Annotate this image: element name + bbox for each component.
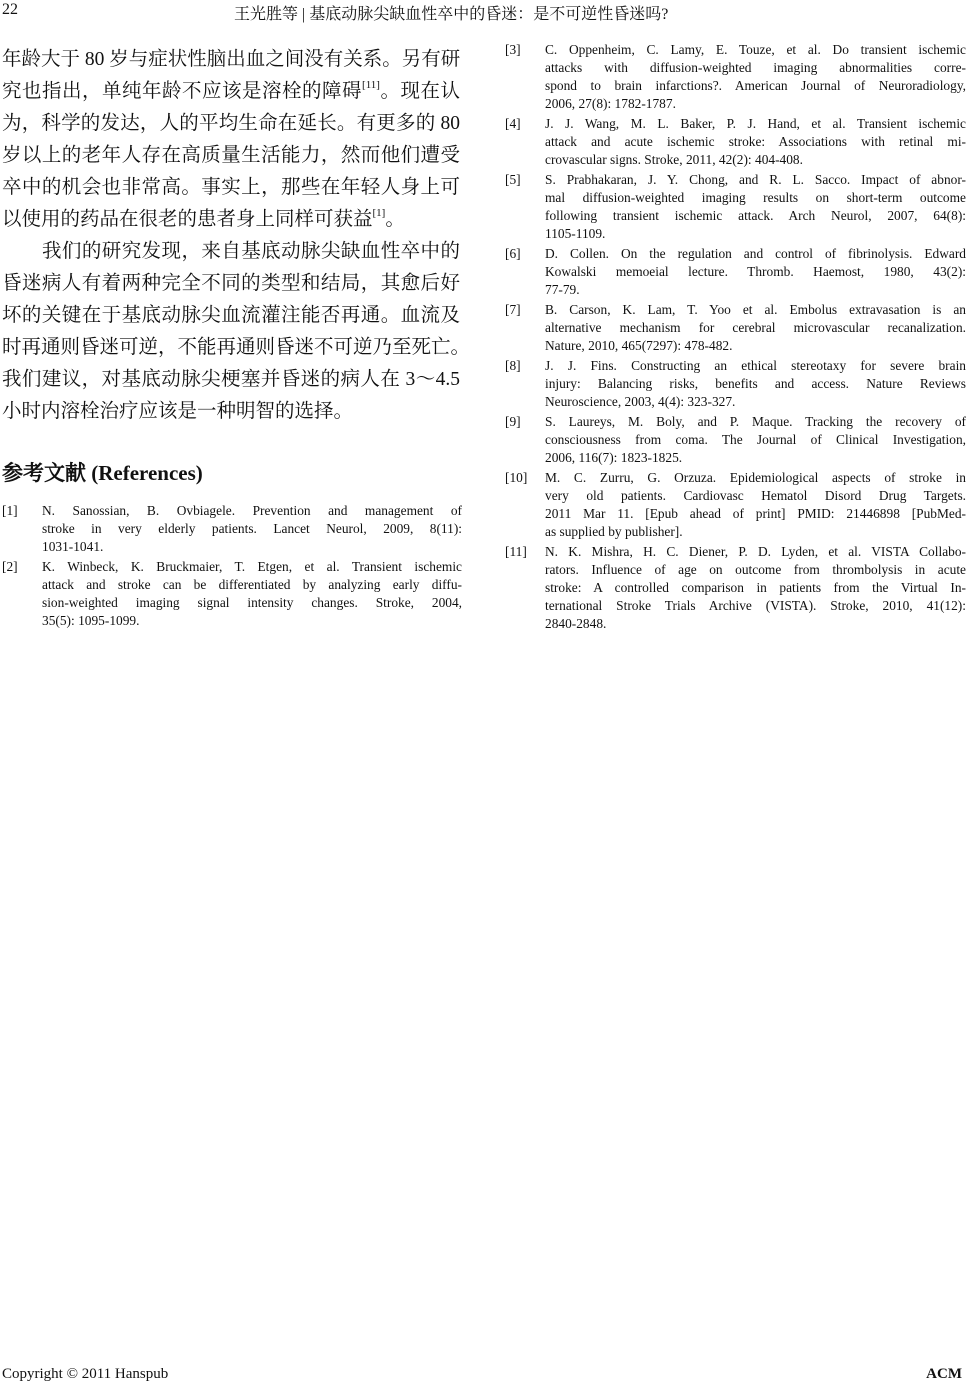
body-line: [2, 172, 460, 204]
footer-copyright: Copyright © 2011 Hanspub: [2, 1366, 169, 1382]
reference-text: [545, 115, 966, 169]
reference-number: [11]: [505, 544, 527, 559]
body-line-text: 卒中的机会也非常高。事实上，那些在年轻人身上可: [2, 177, 460, 198]
citation-superscript: [1]: [372, 207, 386, 219]
reference-line: 1105-1109.: [545, 226, 606, 241]
body-line-text: 坏的关键在于基底动脉尖血流灌注能否再通。血流及: [2, 305, 460, 326]
reference-line: D. Collen. On the regulation and control of fibrinolysis. Edward: [545, 246, 966, 261]
reference-item: [505, 115, 966, 169]
reference-line: N. Sanossian, B. Ovbiagele. Prevention and management of: [42, 503, 462, 518]
body-line-text: 小时内溶栓治疗应该是一种明智的选择。: [2, 401, 354, 422]
reference-line: M. C. Zurru, G. Orzuza. Epidemiological aspects of stroke in: [545, 470, 966, 485]
reference-text: [545, 245, 966, 299]
reference-line: following transient ischemic attack. Arch Neurol, 2007, 64(8):: [545, 208, 966, 223]
reference-line: spond to brain infarctions?. American Journal of Neuroradiology,: [545, 78, 966, 93]
body-line: [2, 108, 460, 140]
body-text: [2, 44, 471, 428]
page-number: 22: [2, 1, 18, 18]
body-line-text: 时再通则昏迷可逆，不能再通则昏迷不可逆乃至死亡。: [2, 337, 471, 358]
body-line: [2, 44, 460, 76]
reference-number: [8]: [505, 358, 521, 373]
footer-journal: ACM: [926, 1366, 962, 1382]
body-line-text: 我们建议，对基底动脉尖梗塞并昏迷的病人在 3～4.5: [2, 369, 460, 390]
reference-number: [9]: [505, 414, 521, 429]
reference-text: [42, 558, 462, 630]
reference-item: [505, 41, 966, 113]
reference-number: [7]: [505, 302, 521, 317]
reference-line: 1031-1041.: [42, 539, 104, 554]
body-line: [2, 140, 460, 172]
references-heading: 参考文献 (References): [2, 461, 203, 485]
reference-line: S. Prabhakaran, J. Y. Chong, and R. L. Sacco. Impact of abnor-: [545, 172, 966, 187]
reference-text: [545, 413, 966, 467]
reference-text: [42, 502, 462, 556]
reference-number: [3]: [505, 42, 521, 57]
reference-item: [505, 245, 966, 299]
body-line: [2, 236, 460, 268]
reference-item: [505, 543, 966, 633]
reference-number: [1]: [2, 503, 18, 518]
reference-line: 35(5): 1095-1099.: [42, 613, 140, 628]
body-line-tail: 。: [385, 209, 405, 230]
reference-text: [545, 469, 966, 541]
references-right-column: [505, 41, 966, 635]
reference-number: [5]: [505, 172, 521, 187]
reference-text: [545, 301, 966, 355]
reference-line: 2840-2848.: [545, 616, 607, 631]
body-line-text: 岁以上的老年人存在高质量生活能力，然而他们遭受: [2, 145, 460, 166]
reference-item: [2, 558, 462, 630]
body-line: [2, 332, 471, 364]
body-line: [2, 204, 460, 236]
reference-item: [505, 357, 966, 411]
reference-line: B. Carson, K. Lam, T. Yoo et al. Embolus extravasation is an: [545, 302, 966, 317]
body-line-text: 究也指出，单纯年龄不应该是溶栓的障碍: [2, 81, 363, 102]
reference-line: K. Winbeck, K. Bruckmaier, T. Etgen, et al. Transient ischemic: [42, 559, 462, 574]
reference-line: stroke in very elderly patients. Lancet Neurol, 2009, 8(11):: [42, 521, 462, 536]
reference-line: 2006, 116(7): 1823-1825.: [545, 450, 683, 465]
body-line: [2, 300, 460, 332]
reference-item: [2, 502, 462, 556]
reference-text: [545, 543, 966, 633]
reference-text: [545, 41, 966, 113]
citation-superscript: [11]: [362, 79, 380, 91]
reference-line: sion-weighted imaging signal intensity changes. Stroke, 2004,: [42, 595, 462, 610]
reference-line: C. Oppenheim, C. Lamy, E. Touze, et al. Do transient ischemic: [545, 42, 966, 57]
reference-line: Neuroscience, 2003, 4(4): 323-327.: [545, 394, 736, 409]
reference-line: 2011 Mar 11. [Epub ahead of print] PMID: 21446898 [PubMed-: [545, 506, 966, 521]
reference-item: [505, 413, 966, 467]
reference-item: [505, 301, 966, 355]
running-header-title: 王光胜等 | 基底动脉尖缺血性卒中的昏迷：是不可逆性昏迷吗?: [234, 6, 669, 23]
body-line: [2, 396, 460, 428]
reference-line: S. Laureys, M. Boly, and P. Maque. Tracking the recovery of: [545, 414, 966, 429]
body-line-text: 为，科学的发达，人的平均生命在延长。有更多的 80: [2, 113, 460, 134]
references-left-column: [2, 502, 462, 632]
body-line-text: 以使用的药品在很老的患者身上同样可获益: [2, 209, 373, 230]
body-line: [2, 268, 460, 300]
reference-line: Nature, 2010, 465(7297): 478-482.: [545, 338, 733, 353]
reference-line: attack and stroke can be differentiated by analyzing early diffu-: [42, 577, 462, 592]
reference-number: [10]: [505, 470, 528, 485]
reference-line: 77-79.: [545, 282, 580, 297]
body-line-tail: 。现在认: [379, 81, 460, 102]
reference-line: attack and acute ischemic stroke: Associations with retinal mi-: [545, 134, 966, 149]
reference-line: very old patients. Cardiovasc Hematol Disord Drug Targets.: [545, 488, 966, 503]
reference-number: [4]: [505, 116, 521, 131]
reference-line: ternational Stroke Trials Archive (VISTA). Stroke, 2010, 41(12):: [545, 598, 966, 613]
body-line: [2, 364, 460, 396]
reference-line: crovascular signs. Stroke, 2011, 42(2): 404-408.: [545, 152, 803, 167]
reference-number: [2]: [2, 559, 18, 574]
reference-line: J. J. Wang, M. L. Baker, P. J. Hand, et al. Transient ischemic: [545, 116, 966, 131]
body-line-text: 年龄大于 80 岁与症状性脑出血之间没有关系。另有研: [2, 49, 461, 70]
body-line: [2, 76, 460, 108]
reference-line: mal diffusion-weighted imaging results on short-term outcome: [545, 190, 966, 205]
body-line-text: 昏迷病人有着两种完全不同的类型和结局，其愈后好: [2, 273, 460, 294]
reference-line: injury: Balancing risks, benefits and access. Nature Reviews: [545, 376, 966, 391]
reference-line: as supplied by publisher].: [545, 524, 683, 539]
reference-line: consciousness from coma. The Journal of Clinical Investigation,: [545, 432, 966, 447]
reference-item: [505, 469, 966, 541]
reference-line: N. K. Mishra, H. C. Diener, P. D. Lyden, et al. VISTA Collabo-: [545, 544, 966, 559]
reference-item: [505, 171, 966, 243]
reference-line: 2006, 27(8): 1782-1787.: [545, 96, 676, 111]
reference-line: J. J. Fins. Constructing an ethical stereotaxy for severe brain: [545, 358, 966, 373]
reference-line: alternative mechanism for cerebral microvascular recanalization.: [545, 320, 966, 335]
reference-line: attacks with diffusion-weighted imaging abnormalities corre-: [545, 60, 966, 75]
reference-line: rators. Influence of age on outcome from thrombolysis in acute: [545, 562, 966, 577]
reference-line: Kowalski memoeial lecture. Thromb. Haemost, 1980, 43(2):: [545, 264, 966, 279]
body-line-text: 我们的研究发现，来自基底动脉尖缺血性卒中的: [42, 241, 460, 262]
reference-number: [6]: [505, 246, 521, 261]
reference-text: [545, 171, 966, 243]
reference-line: stroke: A controlled comparison in patients from the Virtual In-: [545, 580, 966, 595]
reference-text: [545, 357, 966, 411]
